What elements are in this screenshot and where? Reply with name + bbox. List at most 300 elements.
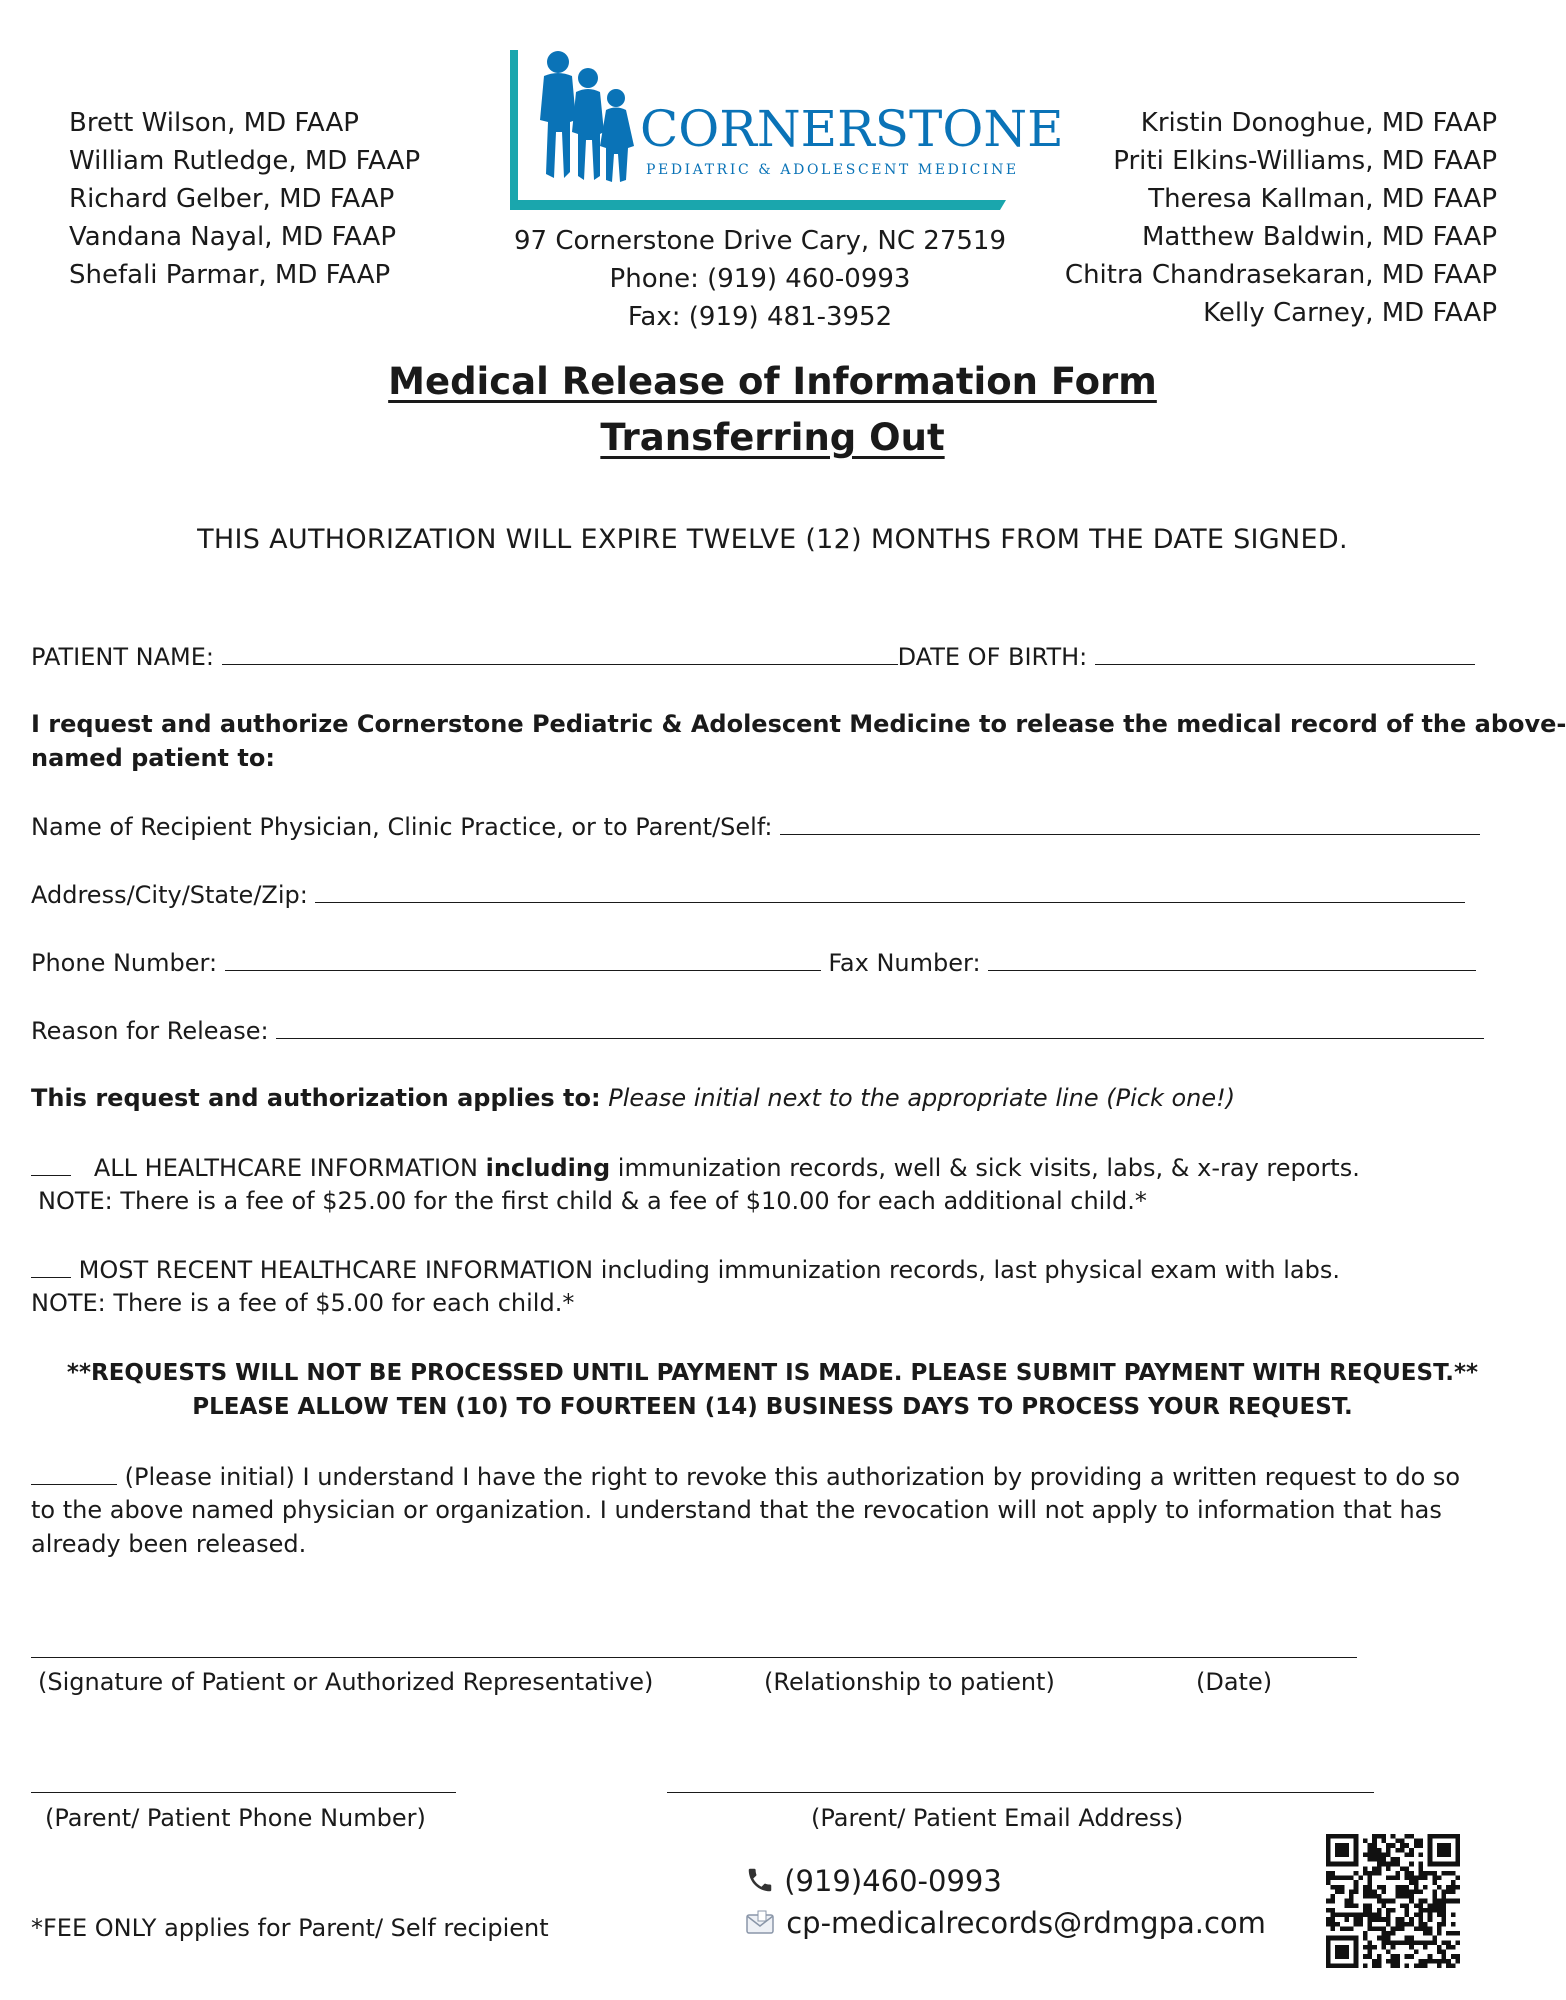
date-label: (Date)	[1196, 1668, 1273, 1696]
qr-module	[1418, 1852, 1423, 1857]
qr-module	[1326, 1876, 1331, 1881]
qr-module	[1437, 1885, 1442, 1890]
qr-module	[1354, 1903, 1359, 1908]
qr-module	[1423, 1885, 1428, 1890]
qr-module	[1326, 1880, 1331, 1885]
qr-module	[1326, 1839, 1331, 1844]
qr-module	[1418, 1866, 1423, 1871]
qr-module	[1372, 1963, 1377, 1968]
qr-module	[1409, 1936, 1414, 1941]
signature-field[interactable]	[31, 1657, 1357, 1658]
qr-module	[1344, 1917, 1349, 1922]
qr-module	[1455, 1954, 1460, 1959]
qr-module	[1363, 1885, 1368, 1890]
qr-module	[1391, 1945, 1396, 1950]
qr-module	[1335, 1936, 1340, 1941]
qr-module	[1423, 1899, 1428, 1904]
qr-module	[1340, 1963, 1345, 1968]
qr-module	[1446, 1959, 1451, 1964]
qr-module	[1372, 1839, 1377, 1844]
qr-module	[1368, 1857, 1373, 1862]
phone-icon	[745, 1865, 775, 1895]
qr-module	[1442, 1843, 1447, 1848]
qr-module	[1354, 1940, 1359, 1945]
request-text-1: I request and authorize Cornerstone Pediatric & Adolescent Medicine to release the medical record of the above-	[31, 710, 1566, 738]
qr-module	[1363, 1839, 1368, 1844]
doctors-left-list	[69, 104, 420, 294]
qr-module	[1418, 1913, 1423, 1918]
qr-module	[1395, 1839, 1400, 1844]
qr-module	[1414, 1885, 1419, 1890]
qr-module	[1455, 1940, 1460, 1945]
qr-module	[1335, 1950, 1340, 1955]
qr-module	[1331, 1862, 1336, 1867]
qr-module	[1418, 1899, 1423, 1904]
qr-module	[1395, 1922, 1400, 1927]
form-title: Medical Release of Information Form	[388, 360, 1157, 403]
address-row	[31, 880, 1465, 909]
qr-module	[1368, 1843, 1373, 1848]
qr-module	[1455, 1959, 1460, 1964]
qr-module	[1344, 1852, 1349, 1857]
qr-module	[1428, 1834, 1433, 1839]
qr-module	[1428, 1926, 1433, 1931]
qr-module	[1423, 1963, 1428, 1968]
qr-module	[1455, 1876, 1460, 1881]
qr-module	[1331, 1936, 1336, 1941]
qr-module	[1349, 1963, 1354, 1968]
qr-module	[1409, 1848, 1414, 1853]
qr-module	[1377, 1834, 1382, 1839]
option-recent-text: MOST RECENT HEALTHCARE INFORMATION including immunization records, last physical exam with labs.	[78, 1256, 1340, 1284]
qr-module	[1344, 1834, 1349, 1839]
qr-module	[1391, 1843, 1396, 1848]
qr-module	[1335, 1834, 1340, 1839]
qr-module	[1372, 1945, 1377, 1950]
qr-module	[1395, 1917, 1400, 1922]
qr-module	[1442, 1940, 1447, 1945]
qr-module	[1372, 1871, 1377, 1876]
qr-module	[1381, 1940, 1386, 1945]
phone-label: Phone Number:	[31, 949, 218, 977]
qr-module	[1437, 1843, 1442, 1848]
qr-module	[1391, 1963, 1396, 1968]
payment-warning: **REQUESTS WILL NOT BE PROCESSED UNTIL PAYMENT IS MADE. PLEASE SUBMIT PAYMENT WITH REQUEST.**	[66, 1360, 1479, 1386]
processing-time-warning: PLEASE ALLOW TEN (10) TO FOURTEEN (14) BUSINESS DAYS TO PROCESS YOUR REQUEST.	[192, 1394, 1353, 1420]
qr-module	[1354, 1880, 1359, 1885]
recipient-row	[31, 812, 1480, 841]
qr-module	[1455, 1852, 1460, 1857]
qr-module	[1340, 1889, 1345, 1894]
qr-module	[1386, 1876, 1391, 1881]
qr-module	[1442, 1950, 1447, 1955]
qr-module	[1331, 1834, 1336, 1839]
qr-module	[1437, 1899, 1442, 1904]
qr-module	[1354, 1843, 1359, 1848]
qr-module	[1432, 1876, 1437, 1881]
logo-tagline: PEDIATRIC & ADOLESCENT MEDICINE	[646, 162, 1019, 178]
qr-module	[1344, 1899, 1349, 1904]
qr-module	[1405, 1834, 1410, 1839]
qr-module	[1349, 1876, 1354, 1881]
qr-module	[1432, 1880, 1437, 1885]
qr-module	[1377, 1913, 1382, 1918]
qr-module	[1451, 1885, 1456, 1890]
qr-module	[1354, 1885, 1359, 1890]
qr-module	[1428, 1839, 1433, 1844]
qr-module	[1395, 1871, 1400, 1876]
qr-module	[1340, 1848, 1345, 1853]
form-subtitle: Transferring Out	[600, 416, 945, 459]
qr-module	[1377, 1917, 1382, 1922]
qr-module	[1432, 1862, 1437, 1867]
qr-module	[1451, 1899, 1456, 1904]
qr-module	[1409, 1862, 1414, 1867]
qr-module	[1446, 1843, 1451, 1848]
qr-module	[1363, 1908, 1368, 1913]
qr-module	[1409, 1954, 1414, 1959]
dob-field[interactable]	[1095, 642, 1475, 665]
qr-module	[1409, 1876, 1414, 1881]
qr-module	[1363, 1852, 1368, 1857]
revoke-text-2: to the above named physician or organization. I understand that the revocation will not apply to information that has	[31, 1496, 1442, 1524]
qr-module	[1391, 1931, 1396, 1936]
doctor-name: Theresa Kallman, MD FAAP	[1148, 184, 1497, 214]
qr-module	[1400, 1917, 1405, 1922]
qr-module	[1418, 1871, 1423, 1876]
qr-module	[1372, 1852, 1377, 1857]
qr-module	[1368, 1954, 1373, 1959]
qr-module	[1335, 1922, 1340, 1927]
qr-module	[1354, 1950, 1359, 1955]
doctor-name: Shefali Parmar, MD FAAP	[69, 260, 391, 290]
qr-module	[1391, 1834, 1396, 1839]
qr-module	[1354, 1857, 1359, 1862]
qr-module	[1442, 1894, 1447, 1899]
qr-module	[1423, 1959, 1428, 1964]
qr-module	[1335, 1963, 1340, 1968]
qr-module	[1349, 1894, 1354, 1899]
phone-field[interactable]	[225, 948, 821, 971]
qr-module	[1418, 1908, 1423, 1913]
qr-module	[1363, 1871, 1368, 1876]
qr-module	[1381, 1862, 1386, 1867]
qr-module	[1414, 1950, 1419, 1955]
qr-module	[1372, 1894, 1377, 1899]
qr-module	[1437, 1834, 1442, 1839]
qr-module	[1432, 1889, 1437, 1894]
qr-module	[1377, 1862, 1382, 1867]
qr-module	[1437, 1931, 1442, 1936]
qr-module	[1418, 1903, 1423, 1908]
qr-module	[1326, 1950, 1331, 1955]
reason-field[interactable]	[276, 1016, 1484, 1039]
qr-module	[1386, 1913, 1391, 1918]
doctor-name: Chitra Chandrasekaran, MD FAAP	[1064, 260, 1497, 290]
qr-module	[1405, 1894, 1410, 1899]
qr-module	[1340, 1945, 1345, 1950]
qr-module	[1344, 1936, 1349, 1941]
qr-module	[1409, 1917, 1414, 1922]
qr-module	[1344, 1843, 1349, 1848]
option-recent-note: NOTE: There is a fee of $5.00 for each child.*	[31, 1289, 575, 1317]
qr-module	[1400, 1839, 1405, 1844]
qr-module	[1335, 1848, 1340, 1853]
qr-module	[1363, 1866, 1368, 1871]
qr-module	[1432, 1936, 1437, 1941]
qr-module	[1354, 1852, 1359, 1857]
qr-module	[1326, 1871, 1331, 1876]
qr-module	[1418, 1963, 1423, 1968]
qr-module	[1386, 1908, 1391, 1913]
qr-module	[1372, 1843, 1377, 1848]
qr-module	[1326, 1899, 1331, 1904]
qr-module	[1442, 1922, 1447, 1927]
qr-module	[1354, 1959, 1359, 1964]
option-all-initial-field[interactable]	[31, 1153, 71, 1176]
patient-name-field[interactable]	[222, 642, 898, 665]
qr-module	[1331, 1913, 1336, 1918]
qr-module	[1377, 1963, 1382, 1968]
qr-module	[1405, 1885, 1410, 1890]
address-field[interactable]	[315, 880, 1465, 903]
qr-module	[1451, 1954, 1456, 1959]
qr-module	[1446, 1852, 1451, 1857]
qr-module	[1386, 1917, 1391, 1922]
qr-module	[1428, 1959, 1433, 1964]
patient-name-label: PATIENT NAME:	[31, 643, 214, 671]
qr-module	[1386, 1959, 1391, 1964]
qr-module	[1437, 1963, 1442, 1968]
qr-module	[1405, 1876, 1410, 1881]
qr-module	[1349, 1862, 1354, 1867]
qr-module	[1381, 1903, 1386, 1908]
qr-module	[1446, 1963, 1451, 1968]
qr-module	[1442, 1954, 1447, 1959]
option-all-text-b: immunization records, well & sick visits, labs, & x-ray reports.	[610, 1154, 1360, 1182]
qr-module	[1331, 1963, 1336, 1968]
qr-module	[1400, 1922, 1405, 1927]
request-text-2: named patient to:	[31, 744, 275, 772]
address-phone: Phone: (919) 460-0993	[609, 264, 911, 294]
qr-module	[1432, 1894, 1437, 1899]
fax-field[interactable]	[988, 948, 1476, 971]
qr-module	[1437, 1913, 1442, 1918]
qr-module	[1326, 1834, 1331, 1839]
qr-module	[1418, 1922, 1423, 1927]
qr-module	[1344, 1945, 1349, 1950]
qr-module	[1331, 1894, 1336, 1899]
qr-module	[1354, 1862, 1359, 1867]
qr-module	[1400, 1885, 1405, 1890]
qr-module	[1428, 1908, 1433, 1913]
qr-module	[1326, 1862, 1331, 1867]
qr-module	[1363, 1936, 1368, 1941]
relationship-label: (Relationship to patient)	[764, 1668, 1055, 1696]
qr-module	[1442, 1862, 1447, 1867]
qr-module	[1335, 1876, 1340, 1881]
parent-phone-field[interactable]	[31, 1792, 456, 1793]
qr-module	[1354, 1917, 1359, 1922]
qr-module	[1405, 1866, 1410, 1871]
qr-module	[1409, 1894, 1414, 1899]
qr-module	[1395, 1876, 1400, 1881]
qr-module	[1437, 1852, 1442, 1857]
qr-module	[1372, 1913, 1377, 1918]
qr-module	[1423, 1945, 1428, 1950]
qr-module	[1377, 1852, 1382, 1857]
recipient-field[interactable]	[780, 812, 1480, 835]
qr-module	[1381, 1857, 1386, 1862]
qr-module	[1400, 1866, 1405, 1871]
fax-label: Fax Number:	[828, 949, 981, 977]
qr-module	[1335, 1945, 1340, 1950]
qr-module	[1326, 1963, 1331, 1968]
qr-module	[1326, 1954, 1331, 1959]
qr-module	[1354, 1954, 1359, 1959]
qr-module	[1377, 1857, 1382, 1862]
qr-module	[1349, 1926, 1354, 1931]
qr-module	[1331, 1876, 1336, 1881]
qr-module	[1377, 1926, 1382, 1931]
qr-module	[1428, 1913, 1433, 1918]
qr-module	[1354, 1839, 1359, 1844]
doctor-name: Vandana Nayal, MD FAAP	[69, 222, 397, 252]
logo-name: CORNERSTONE	[640, 100, 1064, 158]
qr-module	[1381, 1936, 1386, 1941]
qr-module	[1451, 1871, 1456, 1876]
qr-module	[1368, 1903, 1373, 1908]
qr-module	[1354, 1848, 1359, 1853]
address-label: Address/City/State/Zip:	[31, 881, 308, 909]
address-fax: Fax: (919) 481-3952	[627, 302, 893, 332]
qr-module	[1391, 1876, 1396, 1881]
qr-module	[1381, 1917, 1386, 1922]
qr-module	[1428, 1843, 1433, 1848]
qr-module	[1405, 1963, 1410, 1968]
qr-module	[1432, 1959, 1437, 1964]
qr-module	[1377, 1885, 1382, 1890]
qr-module	[1442, 1871, 1447, 1876]
qr-module	[1358, 1876, 1363, 1881]
qr-module	[1354, 1889, 1359, 1894]
qr-module	[1335, 1885, 1340, 1890]
qr-module	[1455, 1839, 1460, 1844]
footer-email[interactable]: cp-medicalrecords@rdmgpa.com	[786, 1906, 1266, 1940]
qr-module	[1349, 1889, 1354, 1894]
qr-module	[1363, 1963, 1368, 1968]
parent-email-field[interactable]	[667, 1792, 1374, 1793]
doctor-name: Priti Elkins-Williams, MD FAAP	[1113, 146, 1497, 176]
qr-module	[1377, 1959, 1382, 1964]
qr-module	[1446, 1899, 1451, 1904]
qr-module	[1381, 1931, 1386, 1936]
qr-module	[1331, 1899, 1336, 1904]
qr-module	[1451, 1913, 1456, 1918]
qr-module	[1423, 1926, 1428, 1931]
qr-module	[1414, 1926, 1419, 1931]
qr-module	[1381, 1899, 1386, 1904]
qr-module	[1446, 1862, 1451, 1867]
qr-module	[1363, 1954, 1368, 1959]
qr-module	[1368, 1894, 1373, 1899]
qr-module	[1386, 1852, 1391, 1857]
qr-module	[1442, 1889, 1447, 1894]
qr-module	[1451, 1963, 1456, 1968]
qr-module	[1437, 1945, 1442, 1950]
qr-module	[1363, 1889, 1368, 1894]
qr-module	[1368, 1889, 1373, 1894]
qr-module	[1354, 1936, 1359, 1941]
qr-module	[1368, 1885, 1373, 1890]
parent-phone-label: (Parent/ Patient Phone Number)	[45, 1804, 426, 1832]
qr-module	[1400, 1926, 1405, 1931]
qr-module	[1437, 1950, 1442, 1955]
qr-module	[1400, 1843, 1405, 1848]
qr-module	[1409, 1834, 1414, 1839]
qr-module	[1446, 1889, 1451, 1894]
qr-module	[1368, 1950, 1373, 1955]
revoke-initial-field[interactable]	[31, 1462, 117, 1485]
qr-module	[1335, 1862, 1340, 1867]
doctor-name: Kelly Carney, MD FAAP	[1203, 298, 1497, 328]
qr-module	[1326, 1848, 1331, 1853]
recipient-label: Name of Recipient Physician, Clinic Practice, or to Parent/Self:	[31, 813, 773, 841]
qr-module	[1405, 1871, 1410, 1876]
qr-module	[1377, 1866, 1382, 1871]
doctor-name: Brett Wilson, MD FAAP	[69, 108, 359, 138]
qr-module	[1423, 1871, 1428, 1876]
qr-module	[1391, 1940, 1396, 1945]
qr-module	[1455, 1862, 1460, 1867]
qr-module	[1423, 1908, 1428, 1913]
qr-module	[1395, 1963, 1400, 1968]
doctor-name: William Rutledge, MD FAAP	[69, 146, 421, 176]
signature-label: (Signature of Patient or Authorized Representative)	[38, 1668, 654, 1696]
option-all-note: NOTE: There is a fee of $25.00 for the first child & a fee of $10.00 for each additional child.*	[38, 1187, 1147, 1215]
qr-code[interactable]	[1326, 1834, 1460, 1968]
applies-label: This request and authorization applies to:	[31, 1084, 601, 1112]
qr-module	[1405, 1940, 1410, 1945]
qr-module	[1368, 1926, 1373, 1931]
qr-module	[1326, 1936, 1331, 1941]
qr-module	[1409, 1922, 1414, 1927]
qr-module	[1381, 1889, 1386, 1894]
qr-module	[1400, 1940, 1405, 1945]
qr-module	[1442, 1852, 1447, 1857]
qr-module	[1400, 1889, 1405, 1894]
qr-module	[1344, 1950, 1349, 1955]
doctors-right-list	[1065, 104, 1497, 332]
qr-module	[1386, 1950, 1391, 1955]
qr-module	[1372, 1917, 1377, 1922]
qr-module	[1400, 1848, 1405, 1853]
qr-module	[1368, 1880, 1373, 1885]
qr-module	[1331, 1885, 1336, 1890]
qr-module	[1428, 1954, 1433, 1959]
qr-module	[1432, 1908, 1437, 1913]
qr-module	[1326, 1959, 1331, 1964]
option-recent-initial-field[interactable]	[31, 1255, 71, 1278]
qr-module	[1409, 1880, 1414, 1885]
qr-module	[1418, 1917, 1423, 1922]
qr-module	[1395, 1862, 1400, 1867]
qr-module	[1344, 1876, 1349, 1881]
qr-module	[1391, 1954, 1396, 1959]
qr-module	[1363, 1903, 1368, 1908]
qr-module	[1418, 1926, 1423, 1931]
qr-module	[1428, 1917, 1433, 1922]
